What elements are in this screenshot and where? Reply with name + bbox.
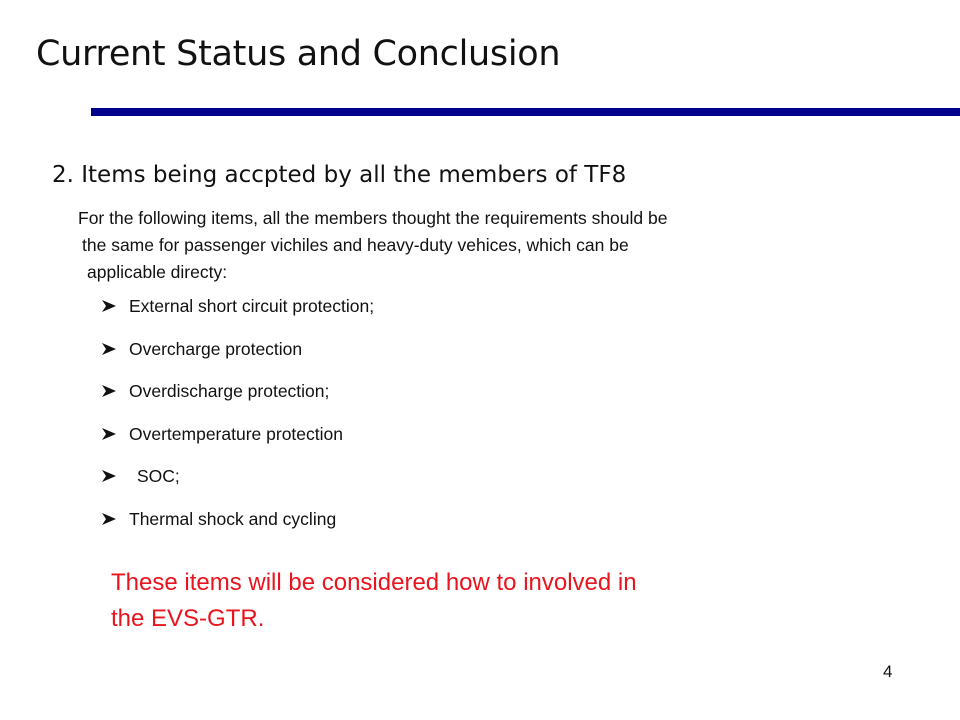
arrowhead-bullet-icon <box>102 300 116 312</box>
page-number: 4 <box>883 662 893 681</box>
arrowhead-bullet-icon <box>102 428 116 440</box>
title-rule <box>91 108 960 116</box>
bullet-text: External short circuit protection; <box>129 296 375 316</box>
intro-line: the same for passenger vichiles and heavy-duty vehices, which can be <box>82 235 629 255</box>
bullet-text: Overtemperature protection <box>129 423 343 444</box>
arrowhead-bullet-icon <box>102 343 116 355</box>
intro-line: For the following items, all the members thought the requirements should be <box>78 208 668 228</box>
intro-paragraph <box>78 205 667 286</box>
bullet-text: Overdischarge protection; <box>129 381 330 401</box>
slide-title: Current Status and Conclusion <box>36 34 561 74</box>
section-heading: 2. Items being accpted by all the members of TF8 <box>52 162 627 188</box>
arrowhead-bullet-icon <box>102 385 116 397</box>
note-line: These items will be considered how to involved in <box>111 569 637 596</box>
intro-line: applicable directy: <box>87 262 228 282</box>
arrowhead-bullet-icon <box>102 513 116 525</box>
bullet-text: Thermal shock and cycling <box>129 508 337 529</box>
note-line: the EVS-GTR. <box>111 605 265 632</box>
arrowhead-bullet-icon <box>102 470 116 482</box>
bullet-text: Overcharge protection <box>129 338 303 359</box>
highlight-note <box>111 565 637 637</box>
bullet-text: SOC; <box>137 466 180 486</box>
